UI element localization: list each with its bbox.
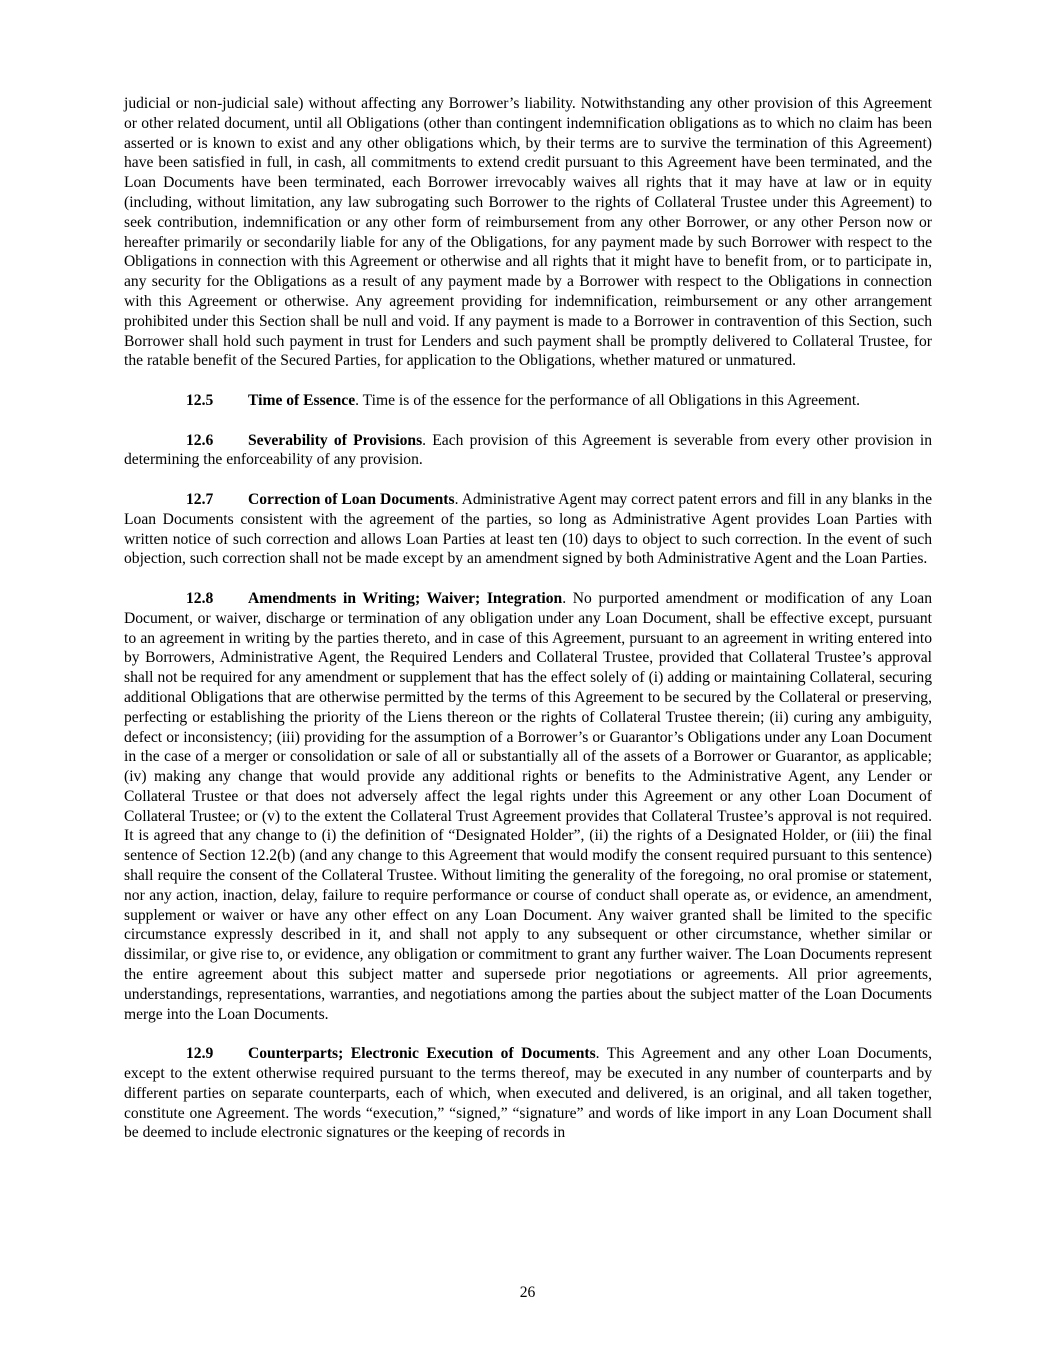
continuation-paragraph: judicial or non-judicial sale) without affecting any Borrower’s liability. Notwithstanding any other provision of this Agreement or other related document, until all Obligations (other than contingent indemnification obligations as to which no claim has been asserted or is known to exist and any other obligations which, by their terms are to survive the termination of this Agreement) have been satisfied in full, in cash, all commitments to extend credit pursuant to this Agreement have been terminated, and the Loan Documents have been terminated, each Borrower irrevocably waives all rights that it may have at law or in equity (including, without limitation, any law subrogating such Borrower to the rights of Collateral Trustee under this Agreement) to seek contribution, indemnification or any other form of reimbursement from any other Borrower, or any other Person now or hereafter primarily or secondarily liable for any of the Obligations, for any payment made by such Borrower with respect to the Obligations in connection with this Agreement or otherwise and all rights that it might have to benefit from, or to participate in, any security for the Obligations as a result of any payment made by a Borrower with respect to the Obligations in connection with this Agreement or otherwise. Any agreement providing for indemnification, reimbursement or any other arrangement prohibited under this Section shall be null and void. If any payment is made to a Borrower in contravention of this Section, such Borrower shall hold such payment in trust for Lenders and such payment shall be promptly delivered to Collateral Trustee, for the ratable benefit of the Secured Parties, for application to the Obligations, whether matured or unmatured. — [124, 95, 932, 370]
section-number: 12.8 — [186, 589, 214, 607]
section-body: . Time is of the essence for the performance of all Obligations in this Agreement. — [355, 391, 861, 409]
page-number: 26 — [519, 1284, 536, 1301]
section-title: Correction of Loan Documents — [248, 490, 455, 508]
section-number: 12.6 — [186, 431, 214, 449]
section-12-6 — [124, 431, 932, 471]
section-body: . No purported amendment or modification of any Loan Document, or waiver, discharge or termination of any obligation under any Loan Document, shall be effective except, pursuant to an agreement in writing by the parties thereto, and in case of this Agreement, pursuant to an agreement in writing entered into by Borrowers, Administrative Agent, the Required Lenders and Collateral Trustee, provided that Collateral Trustee’s approval shall not be required for any amendment or supplement that has the effect solely of (i) adding or maintaining Collateral, securing additional Obligations that are otherwise permitted by the terms of this Agreement to be secured by the Collateral or preserving, perfecting or establishing the priority of the Liens thereon or the rights of Collateral Trustee therein; (ii) curing any ambiguity, defect or inconsistency; (iii) providing for the assumption of a Borrower’s or Guarantor’s Obligations under any Loan Document in the case of a merger or consolidation or sale of all or substantially all of the assets of a Borrower or Guarantor, as applicable; (iv) making any change that would provide any additional rights or benefits to the Administrative Agent, any Lender or Collateral Trustee or that does not adversely affect the legal rights under this Agreement or any other Loan Document of Collateral Trustee; or (v) to the extent the Collateral Trust Agreement provides that Collateral Trustee’s approval is not required. It is agreed that any change to (i) the definition of “Designated Holder”, (ii) the rights of a Designated Holder, or (iii) the final sentence of Section 12.2(b) (and any change to this Agreement that would modify the consent required pursuant to this sentence) shall require the consent of the Collateral Trustee. Without limiting the generality of the foregoing, no oral promise or statement, nor any action, inaction, delay, failure to require performance or course of conduct shall operate as, or evidence, an amendment, supplement or waiver or have any other effect on any Loan Document. Any waiver granted shall be limited to the specific circumstance expressly described in it, and shall not apply to any subsequent or other circumstance, whether similar or dissimilar, or give rise to, or evidence, any obligation or commitment to grant any further waiver. The Loan Documents represent the entire agreement about this subject matter and supersede prior negotiations or agreements. All prior agreements, understandings, representations, warranties, and negotiations among the parties about the subject matter of the Loan Documents merge into the Loan Documents. — [124, 589, 932, 1023]
section-12-9 — [124, 1044, 932, 1143]
section-title: Severability of Provisions — [248, 431, 423, 449]
section-12-8 — [124, 589, 932, 1025]
section-number: 12.5 — [186, 391, 214, 409]
section-12-7 — [124, 490, 932, 569]
section-title: Amendments in Writing; Waiver; Integration — [248, 589, 563, 607]
document-page — [124, 94, 932, 1163]
section-number: 12.9 — [186, 1045, 214, 1063]
section-title: Counterparts; Electronic Execution of Documents — [248, 1045, 596, 1063]
section-number: 12.7 — [186, 490, 214, 508]
section-body: . Administrative Agent may correct patent errors and fill in any blanks in the Loan Documents consistent with the agreement of the parties, so long as Administrative Agent provides Loan Parties with written notice of such correction and allows Loan Parties at least ten (10) days to object to such correction. In the event of such objection, such correction shall not be made except by an amendment signed by both Administrative Agent and the Loan Parties. — [124, 490, 932, 568]
section-body: . Each provision of this Agreement is severable from every other provision in determining the enforceability of any provision. — [124, 431, 932, 469]
section-body: . This Agreement and any other Loan Documents, except to the extent otherwise required pursuant to the terms thereof, may be executed in any number of counterparts and by different parties on separate counterparts, each of which, when executed and delivered, is an original, and all taken together, constitute one Agreement. The words “execution,” “signed,” “signature” and words of like import in any Loan Document shall be deemed to include electronic signatures or the keeping of records in — [124, 1045, 933, 1142]
section-12-5 — [124, 391, 932, 411]
section-title: Time of Essence — [248, 391, 356, 409]
